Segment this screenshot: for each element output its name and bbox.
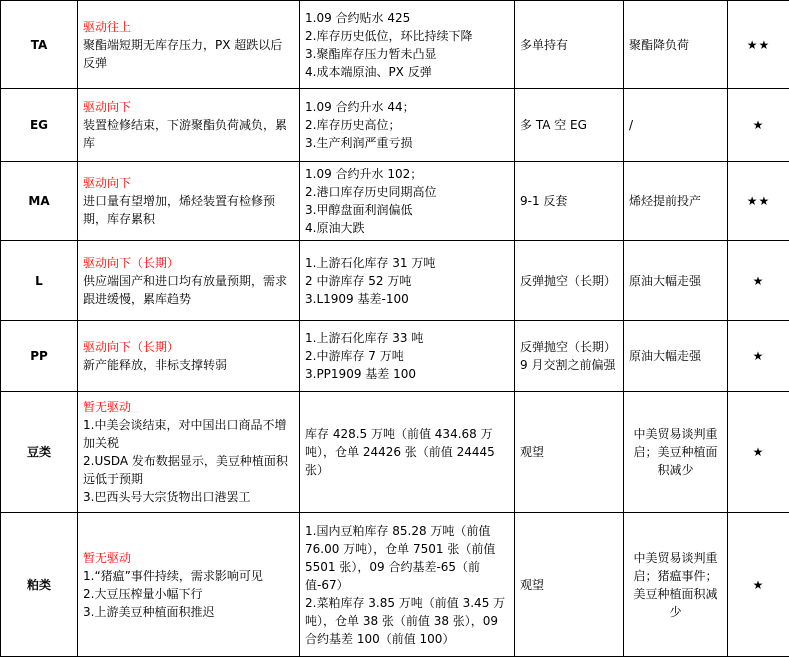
rating-stars: ★	[728, 392, 789, 513]
rating-stars: ★	[728, 241, 789, 321]
detail-line: 2.库存历史高位；	[305, 118, 401, 132]
detail-cell	[300, 162, 515, 241]
detail-cell	[300, 1, 515, 89]
detail-line: 4.成本端原油、PX 反弹	[305, 64, 432, 79]
rating-stars: ★★	[728, 1, 789, 89]
commodity-code: 粕类	[1, 513, 78, 657]
table-row	[1, 241, 789, 321]
commodity-code: TA	[1, 1, 78, 89]
detail-line: 3.生产利润严重亏损	[305, 136, 413, 150]
driver-label: 驱动向下	[83, 176, 132, 190]
reason-line: 新产能释放，非标支撑转弱	[83, 358, 228, 372]
strategy-cell: 观望	[515, 392, 624, 513]
reason-line: 1.“猪瘟”事件持续，需求影响可见	[83, 568, 263, 583]
driver-cell	[78, 392, 300, 513]
detail-cell	[300, 89, 515, 162]
reason-line: 装置检修结束，下游聚酯负荷减负，累库	[83, 118, 288, 150]
rating-stars: ★	[728, 321, 789, 392]
driver-cell	[78, 321, 300, 392]
risk-cell: 中美贸易谈判重启；美豆种植面积减少	[624, 392, 728, 513]
detail-cell	[300, 392, 515, 513]
driver-label: 驱动向下（长期）	[83, 255, 180, 270]
strategy-cell: 多 TA 空 EG	[515, 89, 624, 162]
driver-label: 暂无驱动	[83, 400, 132, 414]
detail-line: 1.上游石化库存 33 吨	[305, 331, 424, 345]
strategy-cell: 9-1 反套	[515, 162, 624, 241]
reason-line: 聚酯端短期无库存压力，PX 超跌以后反弹	[83, 37, 283, 70]
commodity-code: MA	[1, 162, 78, 241]
driver-cell	[78, 513, 300, 657]
detail-line: 4.原油大跌	[305, 221, 365, 235]
table-row	[1, 162, 789, 241]
driver-label: 驱动向下	[83, 100, 132, 114]
driver-label: 驱动向下（长期）	[83, 340, 180, 354]
table-row	[1, 321, 789, 392]
table-row	[1, 513, 789, 657]
detail-line: 1.09 合约升水 44；	[305, 100, 415, 114]
strategy-cell: 观望	[515, 513, 624, 657]
rating-stars: ★	[728, 89, 789, 162]
detail-line: 1.09 合约升水 102；	[305, 167, 423, 181]
detail-line: 2.库存历史低位，环比持续下降	[305, 28, 473, 43]
reason-line: 供应端国产和进口均有放量预期，需求跟进缓慢，累库趋势	[83, 273, 288, 306]
detail-line: 1.09 合约贴水 425	[305, 10, 411, 25]
driver-label: 暂无驱动	[83, 550, 132, 565]
detail-cell	[300, 321, 515, 392]
detail-line: 1.上游石化库存 31 万吨	[305, 255, 436, 270]
risk-cell: 聚酯降负荷	[624, 1, 728, 89]
detail-cell	[300, 513, 515, 657]
strategy-cell: 反弹抛空（长期）	[515, 241, 624, 321]
detail-line: 3.PP1909 基差 100	[305, 367, 416, 381]
reason-line: 进口量有望增加，烯烃装置有检修预期，库存累积	[83, 194, 276, 226]
reason-line: 2.USDA 发布数据显示，美豆种植面积远低于预期	[83, 454, 288, 486]
driver-cell	[78, 162, 300, 241]
risk-cell: 烯烃提前投产	[624, 162, 728, 241]
detail-cell	[300, 241, 515, 321]
detail-line: 2.港口库存历史同期高位	[305, 185, 437, 199]
driver-cell	[78, 1, 300, 89]
strategy-cell: 多单持有	[515, 1, 624, 89]
risk-cell: 原油大幅走强	[624, 241, 728, 321]
risk-cell: 中美贸易谈判重启；猪瘟事件；美豆种植面积减少	[624, 513, 728, 657]
detail-line: 库存 428.5 万吨（前值 434.68 万吨），仓单 24426 张（前值 24445 张）	[305, 427, 495, 477]
detail-line: 3.甲醇盘面利润偏低	[305, 203, 413, 217]
detail-line: 3.聚酯库存压力暂未凸显	[305, 46, 437, 61]
driver-cell	[78, 89, 300, 162]
commodity-code: EG	[1, 89, 78, 162]
table-row	[1, 1, 789, 89]
commodity-code: 豆类	[1, 392, 78, 513]
detail-line: 2.菜粕库存 3.85 万吨（前值 3.45 万吨），仓单 38 张（前值 38 张），09 合约基差 100（前值 100）	[305, 595, 506, 646]
detail-line: 2 中游库存 52 万吨	[305, 273, 412, 288]
commodity-code: L	[1, 241, 78, 321]
rating-stars: ★★	[728, 162, 789, 241]
driver-cell	[78, 241, 300, 321]
risk-cell: 原油大幅走强	[624, 321, 728, 392]
table-row	[1, 392, 789, 513]
strategy-cell: 反弹抛空（长期）9 月交割之前偏强	[515, 321, 624, 392]
detail-line: 2.中游库存 7 万吨	[305, 349, 404, 363]
driver-label: 驱动往上	[83, 19, 132, 34]
reason-line: 2.大豆压榨量小幅下行	[83, 586, 203, 601]
detail-line: 3.L1909 基差-100	[305, 291, 409, 306]
commodity-code: PP	[1, 321, 78, 392]
reason-line: 3.巴西头号大宗货物出口港罢工	[83, 490, 251, 504]
rating-stars: ★	[728, 513, 789, 657]
risk-cell: /	[624, 89, 728, 162]
detail-line: 1.国内豆粕库存 85.28 万吨（前值 76.00 万吨），仓单 7501 张（前值 5501 张），09 合约基差-65（前值-67）	[305, 523, 496, 592]
reason-line: 3.上游美豆种植面积推迟	[83, 604, 215, 619]
reason-line: 1.中美会谈结束，对中国出口商品不增加关税	[83, 418, 287, 450]
table-row	[1, 89, 789, 162]
